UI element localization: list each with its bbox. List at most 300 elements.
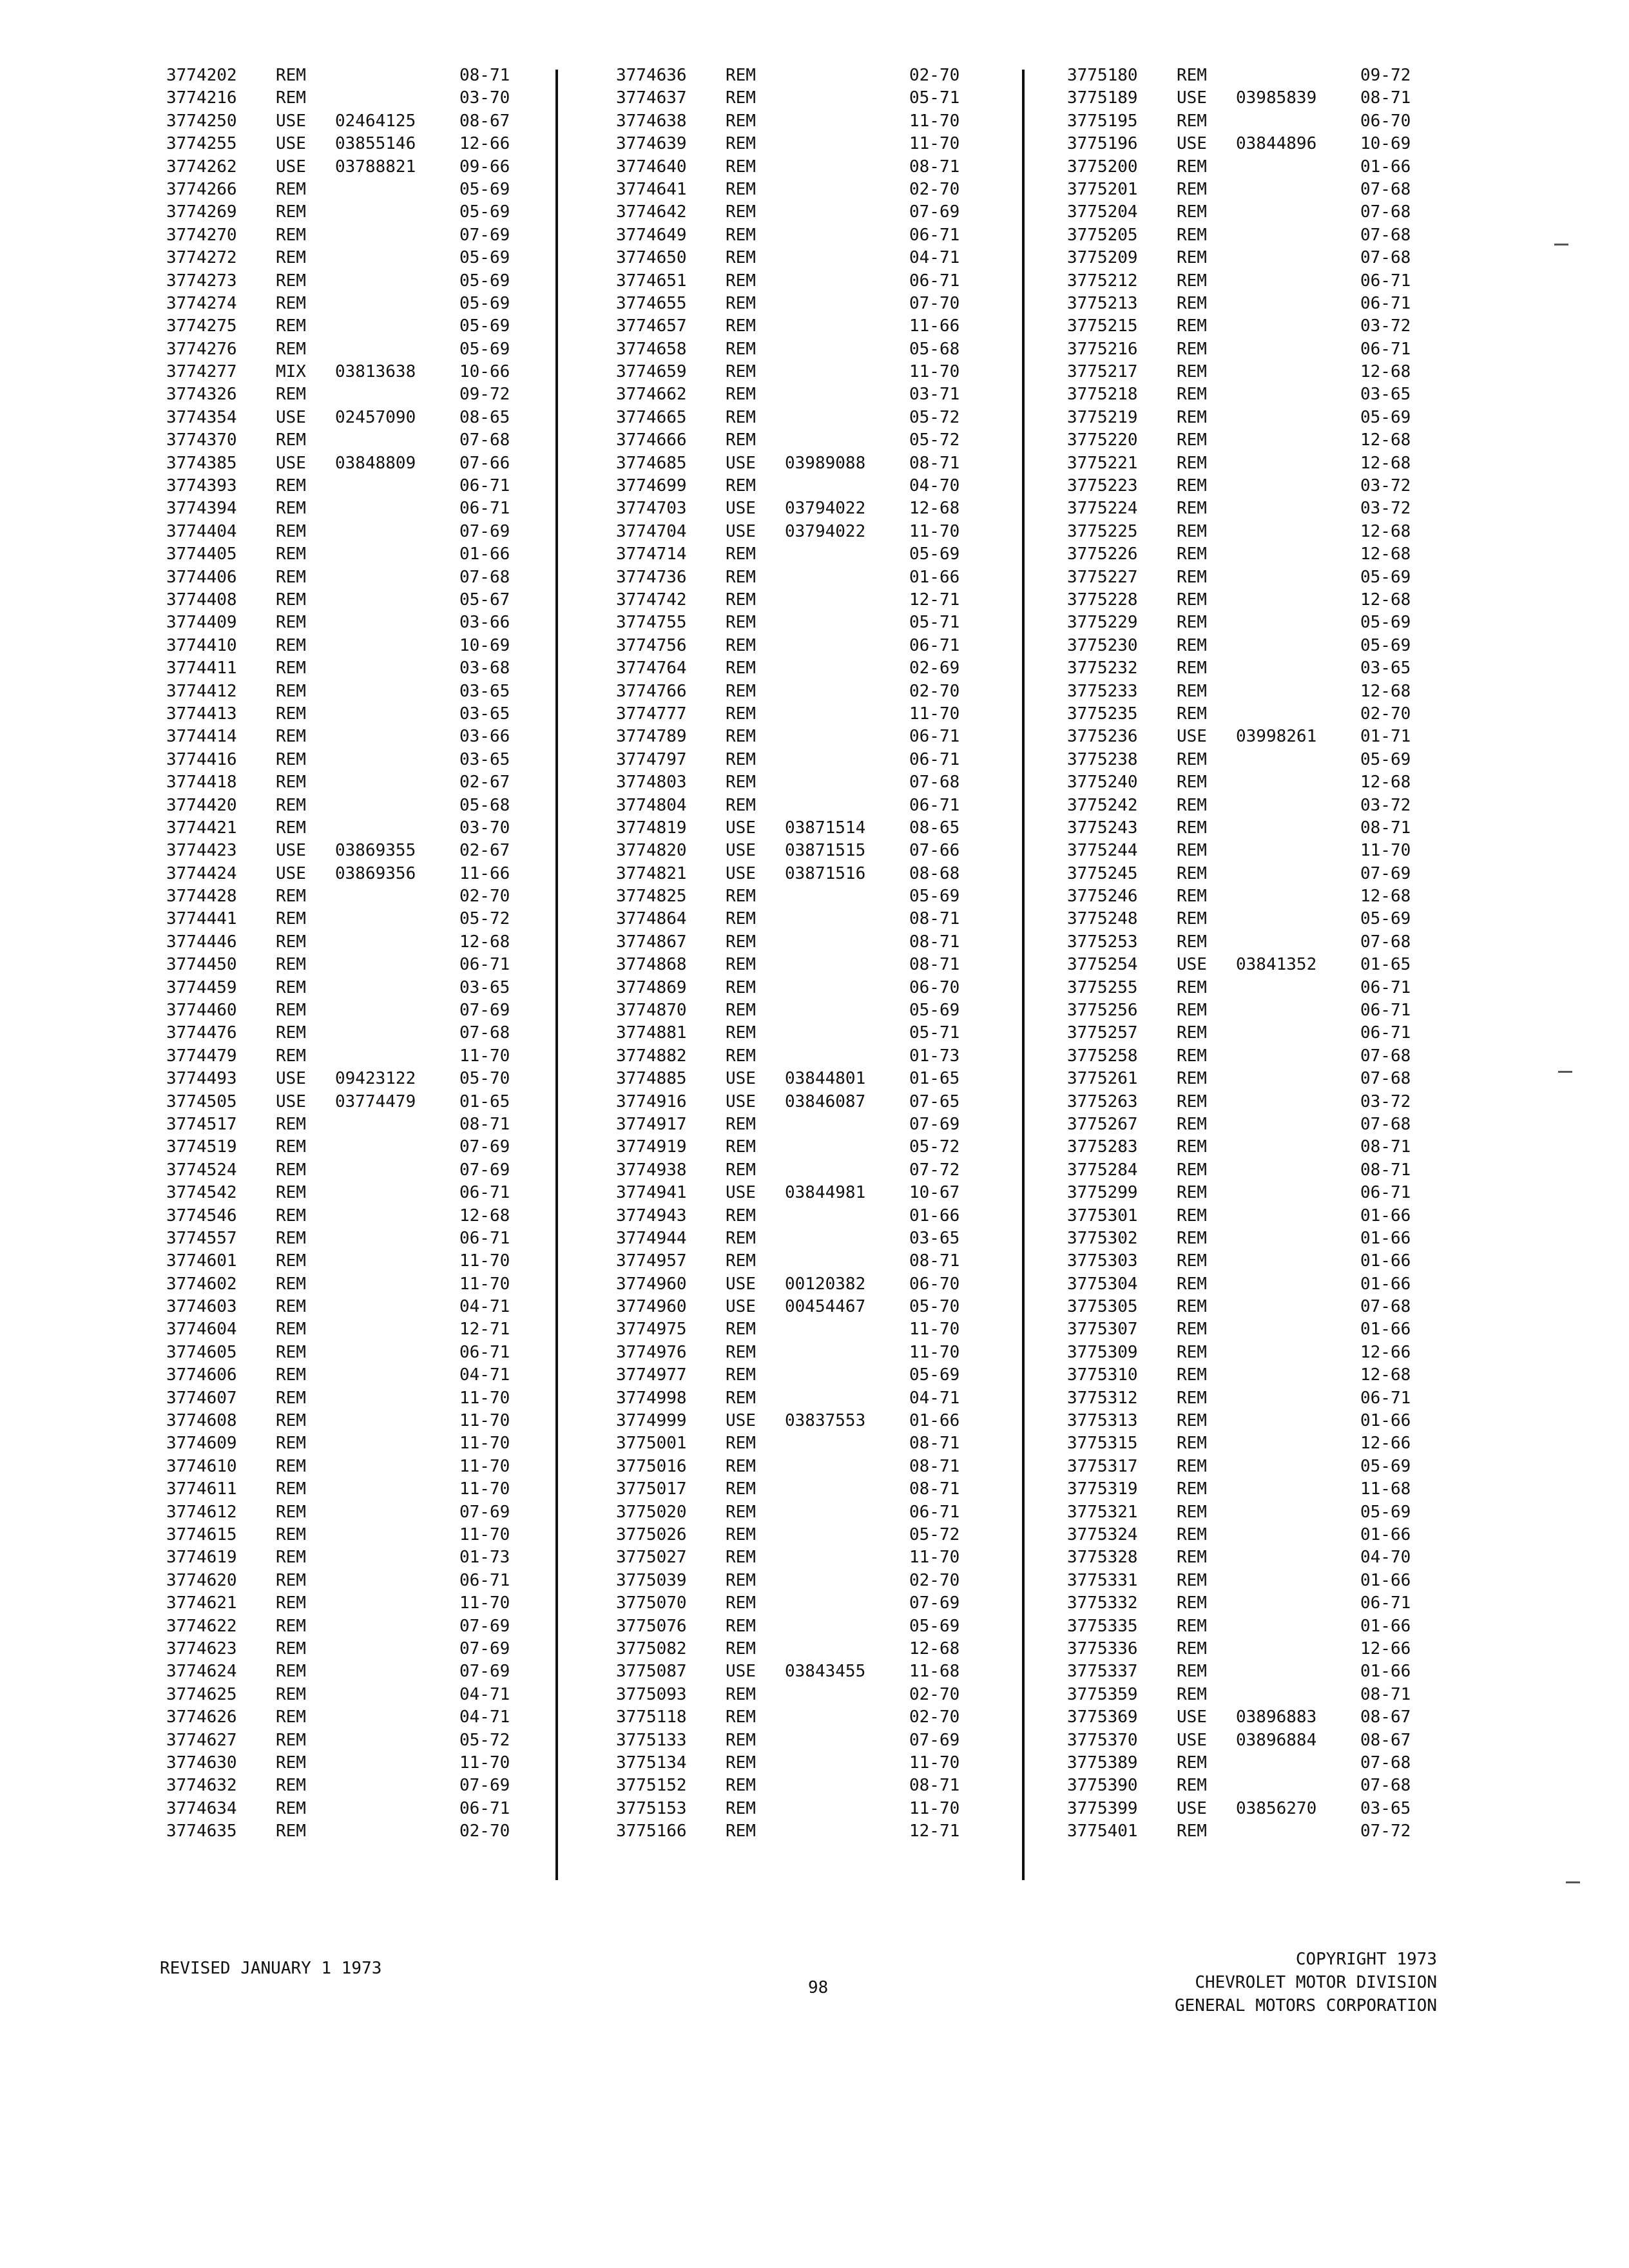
parts-row [616,1798,1016,1820]
part-number: 3774870 [616,1001,687,1021]
effective-date: 03-65 [459,681,510,701]
parts-row [166,1570,566,1592]
part-number: 3775359 [1067,1684,1138,1704]
part-number: 3774421 [166,818,237,838]
part-number: 3774764 [616,658,687,678]
effective-date: 08-67 [459,111,510,131]
disposition-code: REM [276,1684,306,1704]
disposition-code: REM [1177,476,1207,496]
column-divider-2 [1022,70,1025,1880]
part-number: 3775180 [1067,66,1138,85]
disposition-code: REM [1177,704,1207,724]
replacement-number: 03871514 [785,818,866,838]
part-number: 3775166 [616,1821,687,1841]
effective-date: 05-70 [909,1297,960,1317]
margin-mark [1566,1881,1580,1883]
part-number: 3774420 [166,795,237,815]
effective-date: 12-68 [1360,521,1411,541]
part-number: 3775205 [1067,225,1138,245]
part-number: 3774611 [166,1479,237,1499]
part-number: 3774960 [616,1297,687,1317]
disposition-code: REM [1177,977,1207,997]
part-number: 3775401 [1067,1821,1138,1841]
effective-date: 07-72 [1360,1821,1411,1841]
parts-row [1067,452,1467,475]
effective-date: 07-72 [909,1160,960,1180]
disposition-code: REM [726,385,756,405]
parts-row [166,1136,566,1158]
effective-date: 01-65 [459,1091,510,1111]
disposition-code: USE [726,1274,756,1294]
disposition-code: REM [726,1023,756,1043]
part-number: 3775242 [1067,795,1138,815]
effective-date: 07-68 [1360,1069,1411,1089]
part-number: 3775201 [1067,179,1138,199]
part-number: 3775244 [1067,841,1138,861]
effective-date: 05-68 [459,795,510,815]
disposition-code: REM [726,681,756,701]
disposition-code: REM [1177,1320,1207,1340]
disposition-code: REM [726,544,756,564]
parts-row [1067,1318,1467,1341]
parts-row [166,703,566,726]
effective-date: 11-70 [909,111,960,131]
effective-date: 04-71 [909,1388,960,1408]
disposition-code: REM [726,1684,756,1704]
disposition-code: REM [726,590,756,610]
disposition-code: REM [726,316,756,336]
disposition-code: REM [276,1502,306,1522]
parts-row [1067,1478,1467,1501]
parts-row [1067,1159,1467,1182]
parts-row [616,1250,1016,1273]
parts-row [616,1205,1016,1227]
parts-row [1067,931,1467,954]
disposition-code: REM [1177,773,1207,793]
disposition-code: REM [276,1616,306,1636]
effective-date: 12-68 [459,1206,510,1225]
effective-date: 05-72 [909,407,960,427]
effective-date: 07-68 [1360,202,1411,222]
disposition-code: REM [276,1525,306,1544]
disposition-code: REM [726,932,756,952]
effective-date: 06-71 [1360,293,1411,313]
part-number: 3775302 [1067,1228,1138,1248]
effective-date: 07-68 [459,430,510,450]
parts-row [616,1296,1016,1318]
effective-date: 07-69 [459,1502,510,1522]
part-number: 3774977 [616,1365,687,1385]
part-number: 3774266 [166,179,237,199]
part-number: 3775319 [1067,1479,1138,1499]
parts-row [1067,1410,1467,1432]
effective-date: 03-68 [459,658,510,678]
disposition-code: USE [1177,1707,1207,1727]
parts-row [166,1638,566,1660]
parts-row [1067,1273,1467,1296]
effective-date: 06-71 [1360,271,1411,291]
disposition-code: REM [1177,635,1207,655]
part-number: 3775310 [1067,1365,1138,1385]
effective-date: 11-70 [459,1388,510,1408]
parts-row [1067,315,1467,338]
part-number: 3774703 [616,499,687,519]
part-number: 3774917 [616,1114,687,1134]
part-number: 3774869 [616,977,687,997]
disposition-code: REM [726,1434,756,1454]
disposition-code: REM [276,1479,306,1499]
part-number: 3774881 [616,1023,687,1043]
part-number: 3774610 [166,1456,237,1476]
effective-date: 05-72 [909,1525,960,1544]
part-number: 3774625 [166,1684,237,1704]
part-number: 3774393 [166,476,237,496]
part-number: 3774714 [616,544,687,564]
effective-date: 11-70 [909,1798,960,1818]
disposition-code: REM [1177,1023,1207,1043]
effective-date: 07-69 [459,1662,510,1682]
parts-row [616,87,1016,110]
parts-row [616,908,1016,930]
part-number: 3775070 [616,1593,687,1613]
disposition-code: REM [726,613,756,633]
parts-row [166,1022,566,1044]
effective-date: 05-69 [1360,1502,1411,1522]
part-number: 3774441 [166,909,237,929]
effective-date: 06-71 [1360,1001,1411,1021]
part-number: 3774998 [616,1388,687,1408]
parts-row [166,338,566,361]
disposition-code: REM [726,134,756,154]
disposition-code: REM [1177,567,1207,587]
part-number: 3775204 [1067,202,1138,222]
part-number: 3775212 [1067,271,1138,291]
parts-row [166,1798,566,1820]
effective-date: 12-68 [459,932,510,952]
disposition-code: REM [1177,111,1207,131]
effective-date: 11-70 [909,521,960,541]
copyright-line: COPYRIGHT 1973 [1295,1950,1437,1969]
part-number: 3774655 [616,293,687,313]
parts-row [166,1250,566,1273]
effective-date: 02-70 [909,179,960,199]
parts-row [1067,1729,1467,1752]
parts-row [1067,1250,1467,1273]
disposition-code: REM [276,1251,306,1271]
part-number: 3775133 [616,1730,687,1750]
replacement-number: 02464125 [335,111,416,131]
effective-date: 11-70 [909,134,960,154]
replacement-number: 03989088 [785,453,866,473]
part-number: 3775118 [616,1707,687,1727]
effective-date: 07-68 [1360,248,1411,268]
part-number: 3775134 [616,1753,687,1773]
effective-date: 05-71 [909,88,960,108]
part-number: 3775232 [1067,658,1138,678]
part-number: 3774273 [166,271,237,291]
effective-date: 07-68 [1360,179,1411,199]
parts-row [1067,1774,1467,1797]
disposition-code: REM [726,1046,756,1066]
parts-row [616,635,1016,657]
part-number: 3774460 [166,1001,237,1021]
part-number: 3775248 [1067,909,1138,929]
disposition-code: REM [1177,1069,1207,1089]
effective-date: 06-71 [459,1228,510,1248]
parts-row [166,1660,566,1683]
disposition-code: REM [276,1798,306,1818]
disposition-code: REM [276,225,306,245]
parts-row [166,1729,566,1752]
effective-date: 08-71 [1360,1160,1411,1180]
part-number: 3775236 [1067,727,1138,747]
part-number: 3775399 [1067,1798,1138,1818]
parts-row [1067,635,1467,657]
effective-date: 12-68 [1360,773,1411,793]
effective-date: 07-69 [459,225,510,245]
parts-row [1067,749,1467,771]
effective-date: 11-70 [459,1046,510,1066]
disposition-code: REM [276,749,306,769]
disposition-code: REM [1177,430,1207,450]
parts-row [616,429,1016,452]
disposition-code: REM [1177,818,1207,838]
part-number: 3775304 [1067,1274,1138,1294]
effective-date: 01-73 [459,1548,510,1568]
part-number: 3774634 [166,1798,237,1818]
parts-row [1067,543,1467,566]
part-number: 3774272 [166,248,237,268]
parts-row [166,407,566,429]
disposition-code: REM [276,1023,306,1043]
parts-row [616,1615,1016,1638]
disposition-code: REM [1177,1456,1207,1476]
effective-date: 11-70 [909,1342,960,1362]
effective-date: 08-71 [909,1434,960,1454]
parts-row [166,1113,566,1136]
part-number: 3774657 [616,316,687,336]
effective-date: 01-65 [909,1069,960,1089]
parts-row [616,270,1016,293]
part-number: 3775020 [616,1502,687,1522]
effective-date: 03-72 [1360,795,1411,815]
effective-date: 01-65 [1360,955,1411,975]
parts-row [1067,1638,1467,1660]
part-number: 3775254 [1067,955,1138,975]
disposition-code: REM [276,1228,306,1248]
disposition-code: REM [1177,1251,1207,1271]
parts-row [616,1410,1016,1432]
parts-row [166,1045,566,1068]
parts-row [166,178,566,201]
disposition-code: REM [276,1411,306,1431]
effective-date: 10-66 [459,362,510,382]
part-number: 3775016 [616,1456,687,1476]
parts-row [1067,589,1467,611]
disposition-code: REM [726,1114,756,1134]
disposition-code: REM [1177,841,1207,861]
part-number: 3775196 [1067,134,1138,154]
disposition-code: REM [726,179,756,199]
replacement-number: 03869355 [335,841,416,861]
part-number: 3775307 [1067,1320,1138,1340]
part-number: 3774416 [166,749,237,769]
part-number: 3775225 [1067,521,1138,541]
part-number: 3774542 [166,1183,237,1203]
effective-date: 06-71 [459,476,510,496]
replacement-number: 03841352 [1236,955,1317,975]
disposition-code: USE [276,453,306,473]
disposition-code: REM [1177,1046,1207,1066]
part-number: 3775228 [1067,590,1138,610]
part-number: 3774650 [616,248,687,268]
effective-date: 08-68 [909,863,960,883]
page-number: 98 [808,1978,829,1997]
effective-date: 06-71 [909,635,960,655]
part-number: 3775299 [1067,1183,1138,1203]
parts-row [166,64,566,87]
part-number: 3775312 [1067,1388,1138,1408]
disposition-code: REM [276,1753,306,1773]
part-number: 3774409 [166,613,237,633]
parts-row [1067,1068,1467,1090]
disposition-code: REM [726,909,756,929]
parts-row [166,497,566,520]
effective-date: 06-71 [459,1570,510,1590]
parts-row [166,1205,566,1227]
parts-row [616,407,1016,429]
effective-date: 08-71 [1360,88,1411,108]
part-number: 3775220 [1067,430,1138,450]
part-number: 3774938 [616,1160,687,1180]
parts-row [1067,1570,1467,1592]
effective-date: 05-69 [1360,749,1411,769]
part-number: 3775301 [1067,1206,1138,1225]
disposition-code: REM [726,1616,756,1636]
part-number: 3774636 [616,66,687,85]
effective-date: 02-70 [909,1684,960,1704]
effective-date: 06-71 [1360,1593,1411,1613]
effective-date: 01-71 [1360,727,1411,747]
part-number: 3774868 [616,955,687,975]
parts-row [1067,429,1467,452]
part-number: 3775313 [1067,1411,1138,1431]
part-number: 3775219 [1067,407,1138,427]
disposition-code: REM [1177,544,1207,564]
part-number: 3774685 [616,453,687,473]
effective-date: 04-71 [459,1684,510,1704]
parts-column-1 [166,64,566,1843]
parts-row [616,1341,1016,1364]
disposition-code: REM [726,1251,756,1271]
part-number: 3774626 [166,1707,237,1727]
parts-row [1067,497,1467,520]
effective-date: 11-70 [459,1479,510,1499]
disposition-code: REM [276,1593,306,1613]
part-number: 3775284 [1067,1160,1138,1180]
effective-date: 06-71 [459,499,510,519]
parts-row [1067,680,1467,703]
disposition-code: REM [276,1821,306,1841]
part-number: 3775017 [616,1479,687,1499]
effective-date: 07-69 [1360,863,1411,883]
parts-row [166,977,566,999]
parts-column-3 [1067,64,1467,1843]
parts-row [166,589,566,611]
disposition-code: REM [726,1548,756,1568]
parts-row [166,1684,566,1706]
effective-date: 10-69 [459,635,510,655]
effective-date: 06-71 [1360,1183,1411,1203]
parts-row [616,1592,1016,1615]
part-number: 3775093 [616,1684,687,1704]
disposition-code: REM [276,385,306,405]
disposition-code: REM [726,1342,756,1362]
effective-date: 08-71 [909,1776,960,1796]
effective-date: 06-71 [459,1798,510,1818]
effective-date: 12-68 [1360,887,1411,907]
parts-row [1067,201,1467,224]
part-number: 3775240 [1067,773,1138,793]
parts-row [1067,794,1467,817]
disposition-code: REM [1177,887,1207,907]
part-number: 3775221 [1067,453,1138,473]
parts-row [616,999,1016,1022]
effective-date: 01-73 [909,1046,960,1066]
effective-date: 07-68 [1360,1753,1411,1773]
parts-row [166,1820,566,1843]
disposition-code: REM [276,179,306,199]
effective-date: 03-70 [459,818,510,838]
replacement-number: 03794022 [785,499,866,519]
effective-date: 05-72 [459,1730,510,1750]
disposition-code: USE [1177,955,1207,975]
effective-date: 12-68 [1360,430,1411,450]
part-number: 3774404 [166,521,237,541]
parts-row [166,521,566,543]
part-number: 3775335 [1067,1616,1138,1636]
effective-date: 08-71 [909,453,960,473]
parts-row [1067,293,1467,315]
disposition-code: REM [276,818,306,838]
part-number: 3774777 [616,704,687,724]
parts-row [616,383,1016,406]
parts-row [166,1524,566,1546]
part-number: 3774662 [616,385,687,405]
parts-row [616,1638,1016,1660]
effective-date: 05-68 [909,339,960,359]
effective-date: 07-69 [459,1639,510,1658]
parts-row [1067,521,1467,543]
part-number: 3775245 [1067,863,1138,883]
part-number: 3775229 [1067,613,1138,633]
disposition-code: REM [276,635,306,655]
parts-row [166,908,566,930]
part-number: 3774641 [616,179,687,199]
part-number: 3775227 [1067,567,1138,587]
part-number: 3774638 [616,111,687,131]
disposition-code: REM [276,932,306,952]
part-number: 3774666 [616,430,687,450]
effective-date: 05-72 [909,430,960,450]
part-number: 3774635 [166,1821,237,1841]
disposition-code: USE [276,841,306,861]
parts-row [166,1774,566,1797]
parts-row [1067,885,1467,908]
disposition-code: REM [276,727,306,747]
disposition-code: REM [276,1776,306,1796]
effective-date: 02-70 [909,1570,960,1590]
